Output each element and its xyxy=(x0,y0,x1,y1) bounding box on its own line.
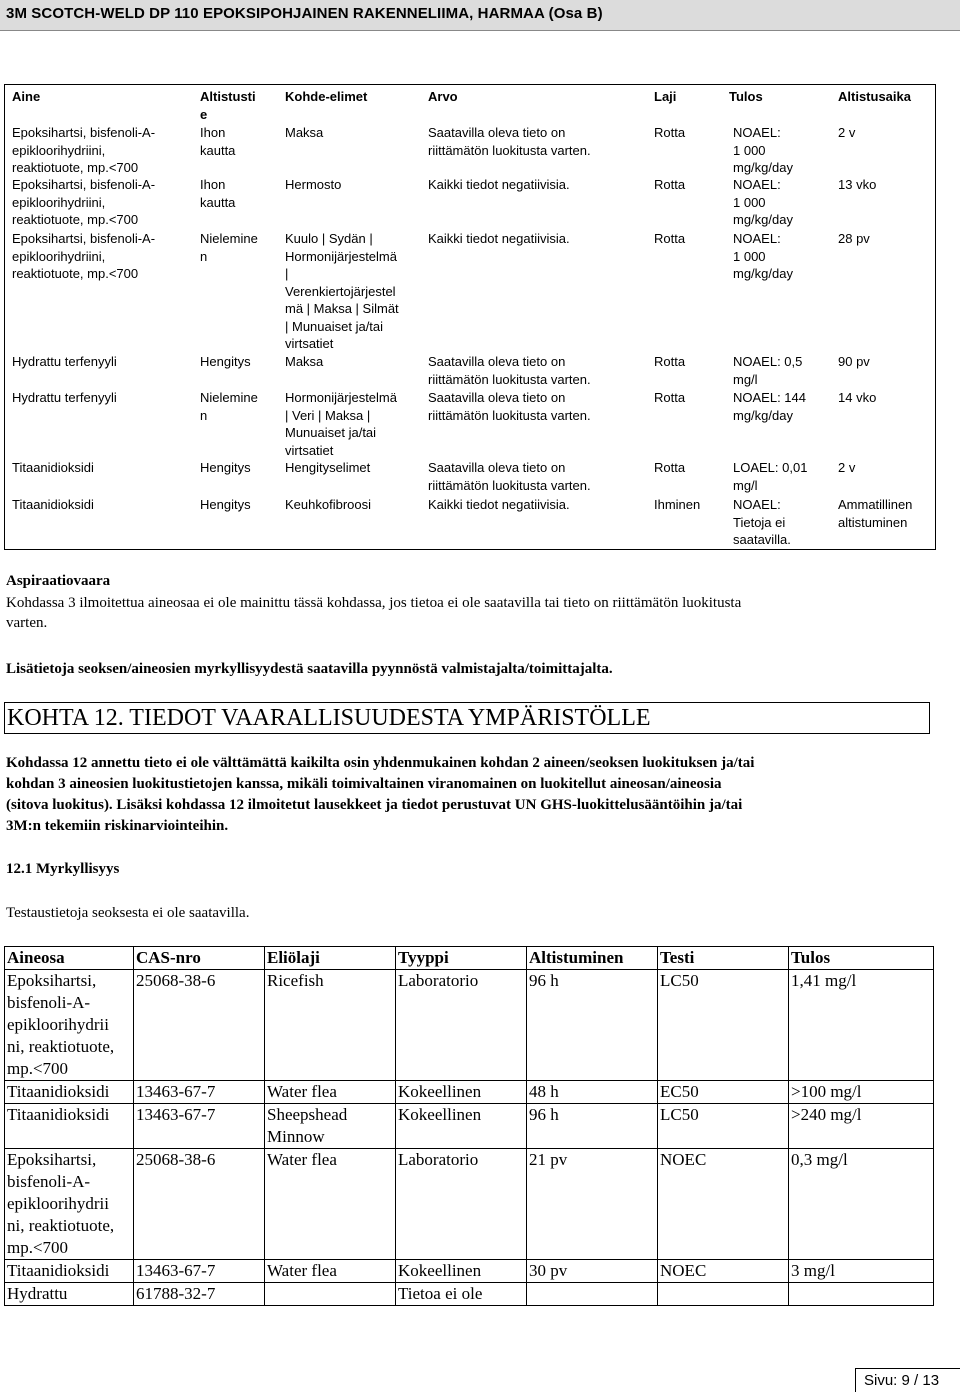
eco-header-cell: Altistuminen xyxy=(527,947,658,970)
eco-cell: Hydrattu xyxy=(5,1283,134,1306)
eco-cell: 0,3 mg/l xyxy=(789,1149,934,1260)
eco-cell: NOEC xyxy=(658,1260,789,1283)
eco-cell: Epoksihartsi, bisfenoli-A- epikloorihydrii ni, reaktiotuote, mp.<700 xyxy=(5,1149,134,1260)
tox-cell: Ammatillinen altistuminen xyxy=(838,497,913,530)
tox-cell: Epoksihartsi, bisfenoli-A- epikloorihydriini, reaktiotuote, mp.<700 xyxy=(12,231,156,281)
eco-cell: Laboratorio xyxy=(396,970,527,1081)
tox-cell: Rotta xyxy=(654,460,686,475)
eco-table-row xyxy=(5,970,934,1081)
tox-cell: Hydrattu terfenyyli xyxy=(12,354,117,369)
tox-cell: Rotta xyxy=(654,125,686,140)
tox-cell: Ihminen xyxy=(654,497,701,512)
eco-cell: Water flea xyxy=(265,1149,396,1260)
eco-cell: 25068-38-6 xyxy=(134,970,265,1081)
tox-cell: NOAEL: 1 000 mg/kg/day xyxy=(733,177,793,227)
section12-line-4: 3M:n tekemiin riskinarviointeihin. xyxy=(6,818,229,834)
tox-cell: Titaanidioksidi xyxy=(12,497,94,512)
eco-cell: Laboratorio xyxy=(396,1149,527,1260)
tox-cell: Kaikki tiedot negatiivisia. xyxy=(428,231,570,246)
eco-cell: Kokeellinen xyxy=(396,1260,527,1283)
eco-cell: Titaanidioksidi xyxy=(5,1260,134,1283)
tox-cell: Ihon kautta xyxy=(200,177,236,210)
tox-cell: Hengitys xyxy=(200,460,251,475)
tox-cell: Hormonijärjestelmä | Veri | Maksa | Munuaiset ja/tai virtsatiet xyxy=(285,390,397,458)
eco-cell: 25068-38-6 xyxy=(134,1149,265,1260)
eco-cell: Titaanidioksidi xyxy=(5,1104,134,1149)
tox-cell: 13 vko xyxy=(838,177,877,192)
tox-cell: Kaikki tiedot negatiivisia. xyxy=(428,497,570,512)
tox-cell: Rotta xyxy=(654,390,686,405)
eco-cell: Titaanidioksidi xyxy=(5,1081,134,1104)
eco-cell: >100 mg/l xyxy=(789,1081,934,1104)
document-title: 3M SCOTCH-WELD DP 110 EPOKSIPOHJAINEN RAKENNELIIMA, HARMAA (Osa B) xyxy=(6,5,603,22)
eco-cell: Ricefish xyxy=(265,970,396,1081)
eco-cell xyxy=(265,1283,396,1306)
eco-table-row xyxy=(5,1283,934,1306)
eco-table-row xyxy=(5,1149,934,1260)
document-header xyxy=(0,0,960,31)
tox-cell: Saatavilla oleva tieto on riittämätön luokitusta varten. xyxy=(428,354,591,387)
tox-cell: Epoksihartsi, bisfenoli-A- epikloorihydriini, reaktiotuote, mp.<700 xyxy=(12,125,156,175)
eco-cell: 61788-32-7 xyxy=(134,1283,265,1306)
eco-cell: Tietoa ei ole xyxy=(396,1283,527,1306)
tox-cell: 28 pv xyxy=(838,231,870,246)
eco-cell: 96 h xyxy=(527,1104,658,1149)
tox-cell: Kaikki tiedot negatiivisia. xyxy=(428,177,570,192)
tox-header-cell: Kohde-elimet xyxy=(285,89,368,104)
tox-cell: NOAEL: 0,5 mg/l xyxy=(733,354,803,387)
eco-cell: 3 mg/l xyxy=(789,1260,934,1283)
eco-cell: 21 pv xyxy=(527,1149,658,1260)
eco-header-cell: Testi xyxy=(658,947,789,970)
eco-header-cell: Eliölaji xyxy=(265,947,396,970)
eco-cell xyxy=(527,1283,658,1306)
eco-cell: Sheepshead Minnow xyxy=(265,1104,396,1149)
tox-cell: Maksa xyxy=(285,125,324,140)
tox-cell: Epoksihartsi, bisfenoli-A- epikloorihydriini, reaktiotuote, mp.<700 xyxy=(12,177,156,227)
eco-table-row xyxy=(5,1104,934,1149)
eco-header-row xyxy=(5,947,934,970)
tox-header-cell: Altistusaika xyxy=(838,89,911,104)
eco-cell: Water flea xyxy=(265,1081,396,1104)
eco-cell: Epoksihartsi, bisfenoli-A- epikloorihydrii ni, reaktiotuote, mp.<700 xyxy=(5,970,134,1081)
section-12-title: KOHTA 12. TIEDOT VAARALLISUUDESTA YMPÄRISTÖLLE xyxy=(7,705,651,731)
tox-cell: NOAEL: 1 000 mg/kg/day xyxy=(733,125,793,175)
section12-line-3: (sitova luokitus). Lisäksi kohdassa 12 ilmoitetut lausekkeet ja tiedot perustuvat UN GHS-luokittelusääntöihin ja/tai xyxy=(6,797,743,813)
ecotoxicity-table xyxy=(4,946,934,1306)
eco-cell: Kokeellinen xyxy=(396,1104,527,1149)
eco-header-cell: Aineosa xyxy=(5,947,134,970)
tox-cell: Hydrattu terfenyyli xyxy=(12,390,117,405)
tox-cell: Nielemine n xyxy=(200,231,258,264)
tox-cell: 2 v xyxy=(838,125,856,140)
tox-cell: 14 vko xyxy=(838,390,877,405)
tox-cell: NOAEL: Tietoja ei saatavilla. xyxy=(733,497,791,547)
tox-cell: Saatavilla oleva tieto on riittämätön luokitusta varten. xyxy=(428,390,591,423)
subsection-title: 12.1 Myrkyllisyys xyxy=(6,861,120,877)
tox-cell: Rotta xyxy=(654,354,686,369)
tox-cell: Saatavilla oleva tieto on riittämätön luokitusta varten. xyxy=(428,125,591,158)
tox-cell: Hermosto xyxy=(285,177,342,192)
tox-cell: Rotta xyxy=(654,231,686,246)
tox-header-cell: Tulos xyxy=(729,89,763,104)
tox-cell: NOAEL: 1 000 mg/kg/day xyxy=(733,231,793,281)
eco-cell xyxy=(789,1283,934,1306)
eco-table-row xyxy=(5,1260,934,1283)
section12-line-2: kohdan 3 aineosien luokitustietojen kanssa, mikäli toimivaltainen viranomainen on luokitellut aineosan/aineosia xyxy=(6,776,722,792)
tox-cell: Saatavilla oleva tieto on riittämätön luokitusta varten. xyxy=(428,460,591,493)
eco-cell: 1,41 mg/l xyxy=(789,970,934,1081)
eco-cell: Kokeellinen xyxy=(396,1081,527,1104)
eco-cell: LC50 xyxy=(658,970,789,1081)
tox-cell: LOAEL: 0,01 mg/l xyxy=(733,460,808,493)
tox-cell: Hengityselimet xyxy=(285,460,371,475)
eco-cell: 48 h xyxy=(527,1081,658,1104)
tox-cell: Rotta xyxy=(654,177,686,192)
eco-cell: LC50 xyxy=(658,1104,789,1149)
eco-cell: 30 pv xyxy=(527,1260,658,1283)
tox-cell: NOAEL: 144 mg/kg/day xyxy=(733,390,806,423)
tox-cell: 2 v xyxy=(838,460,856,475)
tox-header-cell: Altistusti e xyxy=(200,89,256,122)
eco-cell: EC50 xyxy=(658,1081,789,1104)
additional-info: Lisätietoja seoksen/aineosien myrkyllisyydestä saatavilla pyynnöstä valmistajalta/toimittajalta. xyxy=(6,661,613,677)
eco-cell: 13463-67-7 xyxy=(134,1260,265,1283)
eco-header-cell: Tulos xyxy=(789,947,934,970)
section12-line-1: Kohdassa 12 annettu tieto ei ole välttämättä kaikilta osin yhdenmukainen kohdan 2 aineen/seoksen luokituksen ja/tai xyxy=(6,755,755,771)
tox-cell: 90 pv xyxy=(838,354,870,369)
page-number: Sivu: 9 / 13 xyxy=(855,1368,960,1392)
tox-header-cell: Aine xyxy=(12,89,41,104)
eco-cell: 13463-67-7 xyxy=(134,1081,265,1104)
eco-cell: >240 mg/l xyxy=(789,1104,934,1149)
eco-cell: 13463-67-7 xyxy=(134,1104,265,1149)
eco-cell: Water flea xyxy=(265,1260,396,1283)
tox-cell: Hengitys xyxy=(200,497,251,512)
aspiration-text-2: varten. xyxy=(6,615,48,631)
tox-cell: Maksa xyxy=(285,354,324,369)
aspiration-title: Aspiraatiovaara xyxy=(6,573,111,589)
eco-cell xyxy=(658,1283,789,1306)
eco-cell: NOEC xyxy=(658,1149,789,1260)
eco-cell: 96 h xyxy=(527,970,658,1081)
section-12-heading-box xyxy=(4,702,930,734)
tox-cell: Hengitys xyxy=(200,354,251,369)
tox-header-cell: Laji xyxy=(654,89,677,104)
eco-header-cell: Tyyppi xyxy=(396,947,527,970)
tox-cell: Keuhkofibroosi xyxy=(285,497,371,512)
eco-table-row xyxy=(5,1081,934,1104)
tox-cell: Titaanidioksidi xyxy=(12,460,94,475)
tox-cell: Nielemine n xyxy=(200,390,258,423)
eco-header-cell: CAS-nro xyxy=(134,947,265,970)
aspiration-text-1: Kohdassa 3 ilmoitettua aineosaa ei ole mainittu tässä kohdassa, jos tietoa ei ole saatavilla tai tieto on riittämätön luokitusta xyxy=(6,595,742,611)
tox-header-cell: Arvo xyxy=(428,89,458,104)
tox-cell: Ihon kautta xyxy=(200,125,236,158)
test-note: Testaustietoja seoksesta ei ole saatavilla. xyxy=(6,905,250,921)
tox-cell: Kuulo | Sydän | Hormonijärjestelmä | Verenkiertojärjestel mä | Maksa | Silmät | Munuaiset ja/tai virtsatiet xyxy=(285,231,399,351)
